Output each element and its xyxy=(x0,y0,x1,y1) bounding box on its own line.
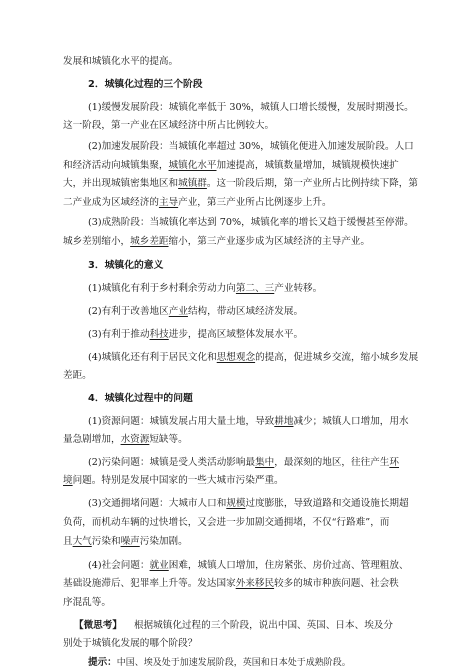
paragraph-line xyxy=(0,216,474,229)
paragraph-line xyxy=(0,415,474,428)
text-span: 序混乱等。 xyxy=(63,597,111,608)
text-span: 。这一阶段后期，第一产业所占比例持续下降，第 xyxy=(206,178,418,189)
text-span: 缩小，第三产业逐步成为区域经济的主导产业。 xyxy=(168,236,370,247)
key-term: 科技 xyxy=(149,329,169,340)
paragraph-line xyxy=(0,196,474,209)
key-term: 第二、三 xyxy=(235,283,275,294)
paragraph-line xyxy=(0,456,474,469)
key-term: 产业 xyxy=(168,306,188,317)
stage1-line2: 这一阶段，第一产业在区域经济中所占比例较大。 xyxy=(63,120,275,131)
section2-heading: 2．城镇化过程的三个阶段 xyxy=(88,79,203,90)
text-span: 污染加剧。 xyxy=(139,536,188,547)
text-span: 产业，第三产业所占比例逐步上升。 xyxy=(178,197,332,208)
text-span: 和经济活动向城镇集聚， xyxy=(63,160,169,171)
stage1-line1: (1)缓慢发展阶段：城镇化率低于 30%，城镇人口增长缓慢，发展时期漫长。 xyxy=(88,102,414,113)
key-term: 环 xyxy=(389,457,399,468)
text-span: (3)交通拥堵问题：大城市人口和 xyxy=(88,498,227,509)
text-span: (2)污染问题：城镇是受人类活动影响最 xyxy=(88,457,256,468)
text-span: (4)城镇化还有利于居民文化和 xyxy=(88,352,217,363)
text-span: 减少；城镇人口增加，用水 xyxy=(293,416,409,427)
paragraph-line xyxy=(0,535,474,548)
hint-text: 中国、埃及处于加速发展阶段，英国和日本处于成熟阶段。 xyxy=(116,658,351,668)
text-span: 二产业成为区域经济的 xyxy=(63,197,159,208)
text-span: 负荷，而机动车辆的过快增长，又会进一步加剧交通拥堵，不仅“行路难”，而 xyxy=(63,517,390,528)
key-term: 城镇化水平 xyxy=(168,160,217,171)
think-question-line xyxy=(0,619,474,632)
text-span: 短缺等。 xyxy=(149,434,188,445)
paragraph-line xyxy=(0,101,474,114)
key-term: 外来移民 xyxy=(235,578,275,589)
stage2-line1: (2)加速发展阶段：当城镇化率超过 30%，城镇化便进入加速发展阶段。人口 xyxy=(88,141,414,152)
paragraph-line xyxy=(0,577,474,590)
paragraph-line xyxy=(0,55,474,68)
text-span: (4)社会问题： xyxy=(88,560,150,571)
paragraph-line xyxy=(0,235,474,248)
section3-heading: 3．城镇化的意义 xyxy=(88,260,164,271)
text-span: 结构，带动区域经济发展。 xyxy=(187,306,304,317)
text-span: 困难，城镇人口增加，住房紧张、房价过高、管理粗放、 xyxy=(168,560,409,571)
key-term: 就业 xyxy=(149,560,169,571)
text-span: 问题。特别是发展中国家的一些大城市污染严重。 xyxy=(72,475,284,486)
think-question-line1: 根据城镇化过程的三个阶段，说出中国、英国、日本、埃及分 xyxy=(133,620,393,631)
think-label: 【微思考】 xyxy=(74,620,122,631)
text-span: 进步，提高区域整体发展水平。 xyxy=(168,329,304,340)
text-span: (1)资源问题：城镇发展占用大量土地，导致 xyxy=(88,416,275,427)
paragraph-line xyxy=(0,140,474,153)
text-span: 大，并出现城镇密集地区和 xyxy=(63,178,179,189)
text-span: 过度膨胀，导致道路和交通设施长期超 xyxy=(245,498,409,509)
key-term: 集中 xyxy=(255,457,275,468)
key-term: 规模 xyxy=(226,498,246,509)
text-span: 污染和 xyxy=(91,536,121,547)
text-span: (3)有利于推动 xyxy=(88,329,150,340)
section-heading xyxy=(0,259,474,272)
paragraph-line xyxy=(0,637,474,650)
section-heading xyxy=(0,392,474,405)
paragraph-line xyxy=(0,282,474,295)
intro-tail-text: 发展和城镇化水平的提高。 xyxy=(63,56,179,67)
stage3-line1: (3)成熟阶段：当城镇化率达到 70%，城镇化率的增长又趋于缓慢甚至停滞。 xyxy=(88,217,414,228)
key-term: 水资源 xyxy=(120,434,150,445)
text-span: 产业转移。 xyxy=(274,283,323,294)
text-span: 较多的城市种族问题、社会秩 xyxy=(274,578,399,589)
text-span: 基础设施滞后、犯罪率上升等。发达国家 xyxy=(63,578,236,589)
paragraph-line xyxy=(0,497,474,510)
text-span: 量急剧增加， xyxy=(63,434,121,445)
section4-heading: 4．城镇化过程中的问题 xyxy=(88,393,193,404)
text-span: (1)城镇化有利于乡村剩余劳动力向 xyxy=(88,283,236,294)
text-span: (2)有利于改善地区 xyxy=(88,306,169,317)
think-question-line2: 别处于城镇化发展的哪个阶段？ xyxy=(63,638,198,649)
paragraph-line xyxy=(0,474,474,487)
text-span: 且 xyxy=(63,536,73,547)
paragraph-line xyxy=(0,369,474,382)
key-term: 境 xyxy=(63,475,73,486)
text-span: 差距。 xyxy=(63,370,92,381)
text-span: 城乡差别缩小， xyxy=(63,236,131,247)
key-term: 大气 xyxy=(72,536,92,547)
paragraph-line xyxy=(0,119,474,132)
section-heading xyxy=(0,78,474,91)
paragraph-line xyxy=(0,596,474,609)
text-span: 加速提高，城镇数量增加，城镇规模快速扩 xyxy=(216,160,399,171)
paragraph-line xyxy=(0,177,474,190)
paragraph-line xyxy=(0,516,474,529)
paragraph-line xyxy=(0,559,474,572)
paragraph-line xyxy=(0,159,474,172)
text-span: 的提高，促进城乡交流，缩小城乡发展 xyxy=(255,352,419,363)
hint-label: 提示： xyxy=(88,657,117,668)
paragraph-line xyxy=(0,433,474,446)
key-term: 噪声 xyxy=(120,536,140,547)
hint-line xyxy=(0,656,474,670)
paragraph-line xyxy=(0,351,474,364)
paragraph-line xyxy=(0,328,474,341)
key-term: 思想观念 xyxy=(216,352,256,363)
key-term: 城乡差距 xyxy=(130,236,169,247)
paragraph-line xyxy=(0,305,474,318)
text-span: ，最深刻的地区，往往产生 xyxy=(274,457,390,468)
key-term: 主导 xyxy=(158,197,179,208)
key-term: 耕地 xyxy=(274,416,294,427)
key-term: 城镇群 xyxy=(178,178,207,189)
